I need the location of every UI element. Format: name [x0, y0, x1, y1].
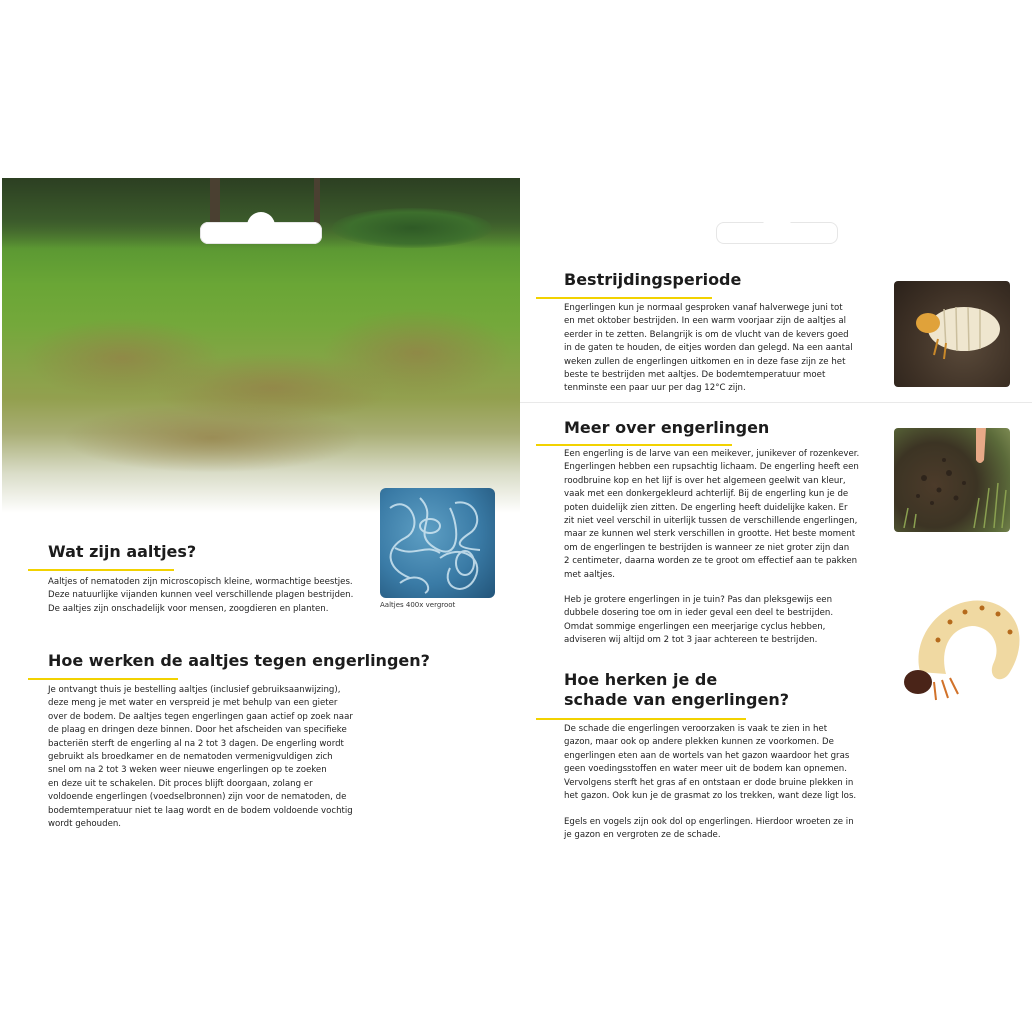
- heading-underline: [536, 444, 732, 446]
- grub-in-soil-photo: [894, 281, 1010, 387]
- image-caption: Aaltjes 400x vergroot: [380, 601, 456, 609]
- section-body-more-about-grubs-2: Heb je grotere engerlingen in je tuin? Pas dan pleksgewijs een dubbele dosering toe om in ieder geval een deel te bestrijden. Omdat sommige engerlingen een meerjarige cyclus hebben, adviseren wij altijd om 2 tot 3 jaar achtereen te bestrijden.: [564, 595, 834, 646]
- damaged-soil-photo: [894, 428, 1010, 532]
- dead-grass-patch: [62, 403, 362, 473]
- section-title-how-nematodes-work: Hoe werken de aaltjes tegen engerlingen?: [48, 651, 430, 670]
- section-title-line-1: Hoe herken je de: [564, 670, 718, 689]
- heading-underline: [28, 569, 174, 571]
- section-title-what-are-nematodes: Wat zijn aaltjes?: [48, 542, 197, 561]
- grub-illustration: [894, 281, 1010, 387]
- dead-grass-patch: [322, 308, 512, 398]
- heading-underline: [536, 297, 712, 299]
- hang-tab-cutout: [200, 222, 322, 244]
- grub-larva-illustration: [890, 582, 1030, 712]
- heading-underline: [28, 678, 178, 680]
- tree-trunk: [210, 178, 220, 228]
- section-title-control-period: Bestrijdingsperiode: [564, 270, 742, 289]
- section-title-more-about-grubs: Meer over engerlingen: [564, 418, 770, 437]
- section-body-control-period: Engerlingen kun je normaal gesproken vanaf halverwege juni tot en met oktober bestrijden. In een warm voorjaar zijn de aaltjes al eerder in te zetten. Belangrijk is om de vlucht van de kevers goed in de gaten te houden, de eitjes worden dan gelegd. Na een aantal weken zullen de engerlingen uitkomen en in deze fase zijn ze het beste te bestrijden met aaltjes. De bodemtemperatuur moet tenminste een paar uur per dag 12°C zijn.: [564, 303, 853, 394]
- section-body-what-are-nematodes: Aaltjes of nematoden zijn microscopisch kleine, wormachtige beestjes. Deze natuurlijke vijanden kunnen veel verschillende plagen bestrijden. De aaltjes zijn onschadelijk voor mensen, zoogdieren en planten.: [48, 577, 354, 614]
- heading-underline: [536, 718, 746, 720]
- section-title-recognize-damage: [564, 670, 789, 710]
- section-body-how-nematodes-work: Je ontvangt thuis je bestelling aaltjes (inclusief gebruiksaanwijzing), deze meng je met water en verspreid je met behulp van een gieter over de bodem. De aaltjes tegen engerlingen gaan actief op zoek naar de plaag en dringen deze binnen. Door het afscheiden van specifieke bacteriën sterft de engerling al na 2 tot 3 dagen. De engerling wordt gebruikt als broedkamer en de nematoden vermenigvuldigen zich snel om na 2 tot 3 weken weer nieuwe engerlingen op te zoeken en deze uit te schakelen. Dit proces blijft doorgaan, zolang er voldoende engerlingen (voedselbronnen) zijn voor de nematoden, de bodemtemperatuur niet te laag wordt en de bodem voldoende vochtig wordt gehouden.: [48, 685, 353, 830]
- grub-larva-photo: [890, 582, 1030, 712]
- nematode-illustration: [380, 488, 495, 598]
- hang-tab-cutout: [716, 222, 838, 244]
- right-panel: [520, 178, 1032, 868]
- left-panel: [0, 178, 520, 868]
- tree-trunk: [314, 178, 320, 228]
- nematode-micrograph: [380, 488, 495, 598]
- soil-illustration: [894, 428, 1010, 532]
- shrubs: [332, 208, 492, 248]
- section-title-line-2: schade van engerlingen?: [564, 690, 790, 709]
- section-body-more-about-grubs: Een engerling is de larve van een meikever, junikever of rozenkever. Engerlingen hebben een rupsachtig lichaam. De engerling heeft een roodbruine kop en het lijf is over het algemeen geelwit van kleur, vaak met een donkergekleurd achterlijf. Bij de engerling kun je de poten duidelijk zien zitten. De engerling heeft duidelijke kaken. Er zit niet veel verschil in uiterlijk tussen de verschillende engerlingen, maar ze kunnen wel sterk verschillen in grootte. Het beste moment om de engerlingen te bestrijden is wanneer ze niet groter zijn dan 2 centimeter, daarna worden ze te groot om effectief aan te pakken met aaltjes.: [564, 449, 860, 580]
- section-body-recognize-damage-2: Egels en vogels zijn ook dol op engerlingen. Hierdoor wroeten ze in je gazon en vergroten ze de schade.: [564, 817, 854, 841]
- section-separator: [520, 402, 1032, 403]
- section-body-recognize-damage: De schade die engerlingen veroorzaken is vaak te zien in het gazon, maar ook op andere plekken kunnen ze voorkomen. De engerlingen eten aan de wortels van het gazon waardoor het gras geen voedingsstoffen en water meer uit de bodem kan opnemen. Vervolgens sterft het gras af en ontstaan er dode bruine plekken in het gazon. Ook kun je de grasmat zo los trekken, want deze ligt los.: [564, 724, 857, 802]
